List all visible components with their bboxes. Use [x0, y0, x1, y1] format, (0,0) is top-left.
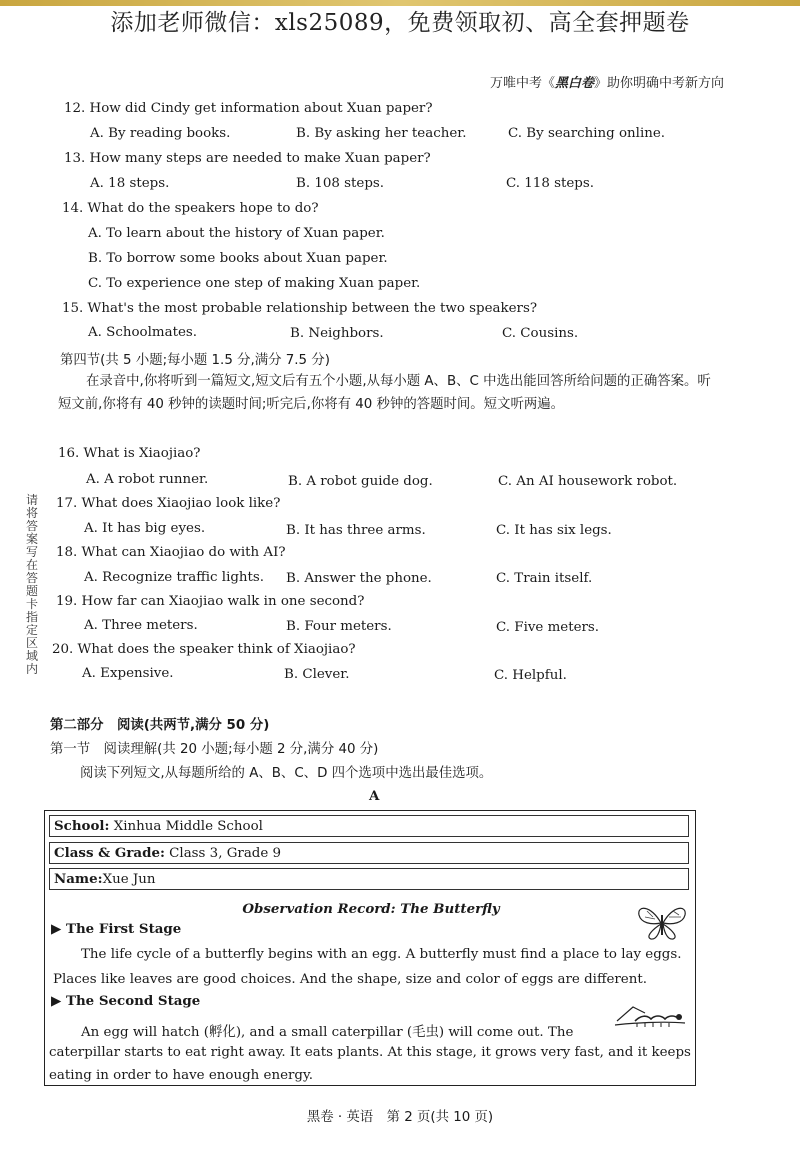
name-value: Xue Jun: [102, 872, 156, 887]
section4-instructions: 在录音中,你将听到一篇短文,短文后有五个小题,从每小题 A、B、C 中选出能回答所给问题的正确答案。听短文前,你将有 40 秒钟的读题时间;听完后,你将有 40 秒钟的答题时间。短文听两遍。: [58, 374, 711, 412]
stage1-title: [51, 921, 181, 937]
q20-option-a: A. Expensive.: [82, 666, 174, 681]
class-label: Class & Grade:: [54, 845, 165, 861]
question-19: 19. How far can Xiaojiao walk in one second?: [56, 594, 365, 609]
q16-option-c: C. An AI housework robot.: [498, 474, 678, 489]
q15-option-b: B. Neighbors.: [290, 326, 384, 341]
publisher-tagline: [490, 72, 724, 91]
school-value: Xinhua Middle School: [113, 819, 263, 834]
caterpillar-icon: [613, 1003, 687, 1033]
question-14: 14. What do the speakers hope to do?: [62, 201, 319, 216]
q13-option-a: A. 18 steps.: [90, 176, 170, 191]
record-title: Observation Record: The Butterfly: [242, 901, 500, 917]
question-13: 13. How many steps are needed to make Xuan paper?: [64, 151, 431, 166]
question-15: 15. What's the most probable relationship between the two speakers?: [62, 301, 538, 316]
part2-instruction: 阅读下列短文,从每题所给的 A、B、C、D 四个选项中选出最佳选项。: [80, 766, 493, 781]
tagline-brand: 黑白卷: [554, 76, 594, 91]
page-footer: 黑卷 · 英语 第 2 页(共 10 页): [306, 1110, 494, 1125]
record-name-row: [49, 868, 689, 890]
q17-option-c: C. It has six legs.: [496, 523, 612, 538]
section4-heading: 第四节(共 5 小题;每小题 1.5 分,满分 7.5 分): [60, 353, 330, 368]
stage1-line2: Places like leaves are good choices. And the shape, size and color of eggs are different.: [53, 972, 647, 987]
q13-option-b: B. 108 steps.: [296, 176, 385, 191]
margin-answer-note: 请将答案写在答题卡指定区域内: [25, 493, 38, 676]
school-label: School:: [54, 818, 110, 834]
butterfly-icon: [633, 903, 691, 943]
stage1-title-text: The First Stage: [65, 921, 182, 937]
q14-option-a: A. To learn about the history of Xuan paper.: [88, 226, 385, 241]
passage-label: A: [369, 788, 380, 804]
name-label: Name:: [54, 871, 103, 887]
part2-heading: 第二部分 阅读(共两节,满分 50 分): [50, 718, 270, 733]
q12-option-c: C. By searching online.: [508, 126, 666, 141]
tagline-before: 万唯中考《: [489, 76, 555, 91]
question-17: 17. What does Xiaojiao look like?: [56, 496, 281, 511]
stage2-title: [51, 993, 200, 1009]
q14-option-c: C. To experience one step of making Xuan paper.: [88, 276, 421, 291]
question-12: 12. How did Cindy get information about Xuan paper?: [64, 101, 433, 116]
q20-option-b: B. Clever.: [284, 667, 350, 682]
q16-option-a: A. A robot runner.: [86, 472, 209, 487]
stage1-line1: The life cycle of a butterfly begins with an egg. A butterfly must find a place to lay eggs.: [81, 947, 682, 962]
q18-option-b: B. Answer the phone.: [286, 571, 432, 586]
question-16: 16. What is Xiaojiao?: [58, 446, 201, 461]
q18-option-c: C. Train itself.: [496, 571, 593, 586]
question-20: 20. What does the speaker think of Xiaojiao?: [52, 642, 356, 657]
triangle-bullet-icon: ▶: [51, 921, 62, 937]
q20-option-c: C. Helpful.: [494, 668, 567, 683]
stage2-line1: An egg will hatch (孵化), and a small caterpillar (毛虫) will come out. The: [81, 1025, 574, 1040]
tagline-after: 》助你明确中考新方向: [593, 76, 724, 91]
q19-option-c: C. Five meters.: [496, 620, 600, 635]
q15-option-a: A. Schoolmates.: [88, 325, 198, 340]
observation-record: [44, 810, 696, 1086]
triangle-bullet-icon: ▶: [51, 993, 62, 1009]
q19-option-b: B. Four meters.: [286, 619, 392, 634]
q16-option-b: B. A robot guide dog.: [288, 474, 433, 489]
q17-option-a: A. It has big eyes.: [84, 521, 206, 536]
q19-option-a: A. Three meters.: [84, 618, 198, 633]
q12-option-a: A. By reading books.: [90, 126, 231, 141]
record-class-row: [49, 842, 689, 864]
q13-option-c: C. 118 steps.: [506, 176, 594, 191]
class-value: Class 3, Grade 9: [169, 846, 282, 861]
promo-banner: 添加老师微信：xls25089，免费领取初、高全套押题卷: [110, 10, 690, 36]
part2-section1-heading: 第一节 阅读理解(共 20 小题;每小题 2 分,满分 40 分): [50, 742, 379, 757]
question-18: 18. What can Xiaojiao do with AI?: [56, 545, 286, 560]
q18-option-a: A. Recognize traffic lights.: [84, 570, 265, 585]
q14-option-b: B. To borrow some books about Xuan paper.: [88, 251, 388, 266]
record-school-row: [49, 815, 689, 837]
q12-option-b: B. By asking her teacher.: [296, 126, 467, 141]
q17-option-b: B. It has three arms.: [286, 523, 426, 538]
q15-option-c: C. Cousins.: [502, 326, 579, 341]
stage2-title-text: The Second Stage: [65, 993, 201, 1009]
stage2-line2: caterpillar starts to eat right away. It eats plants. At this stage, it grows very fast, and it keeps: [49, 1045, 691, 1060]
stage2-line3: eating in order to have enough energy.: [49, 1068, 314, 1083]
